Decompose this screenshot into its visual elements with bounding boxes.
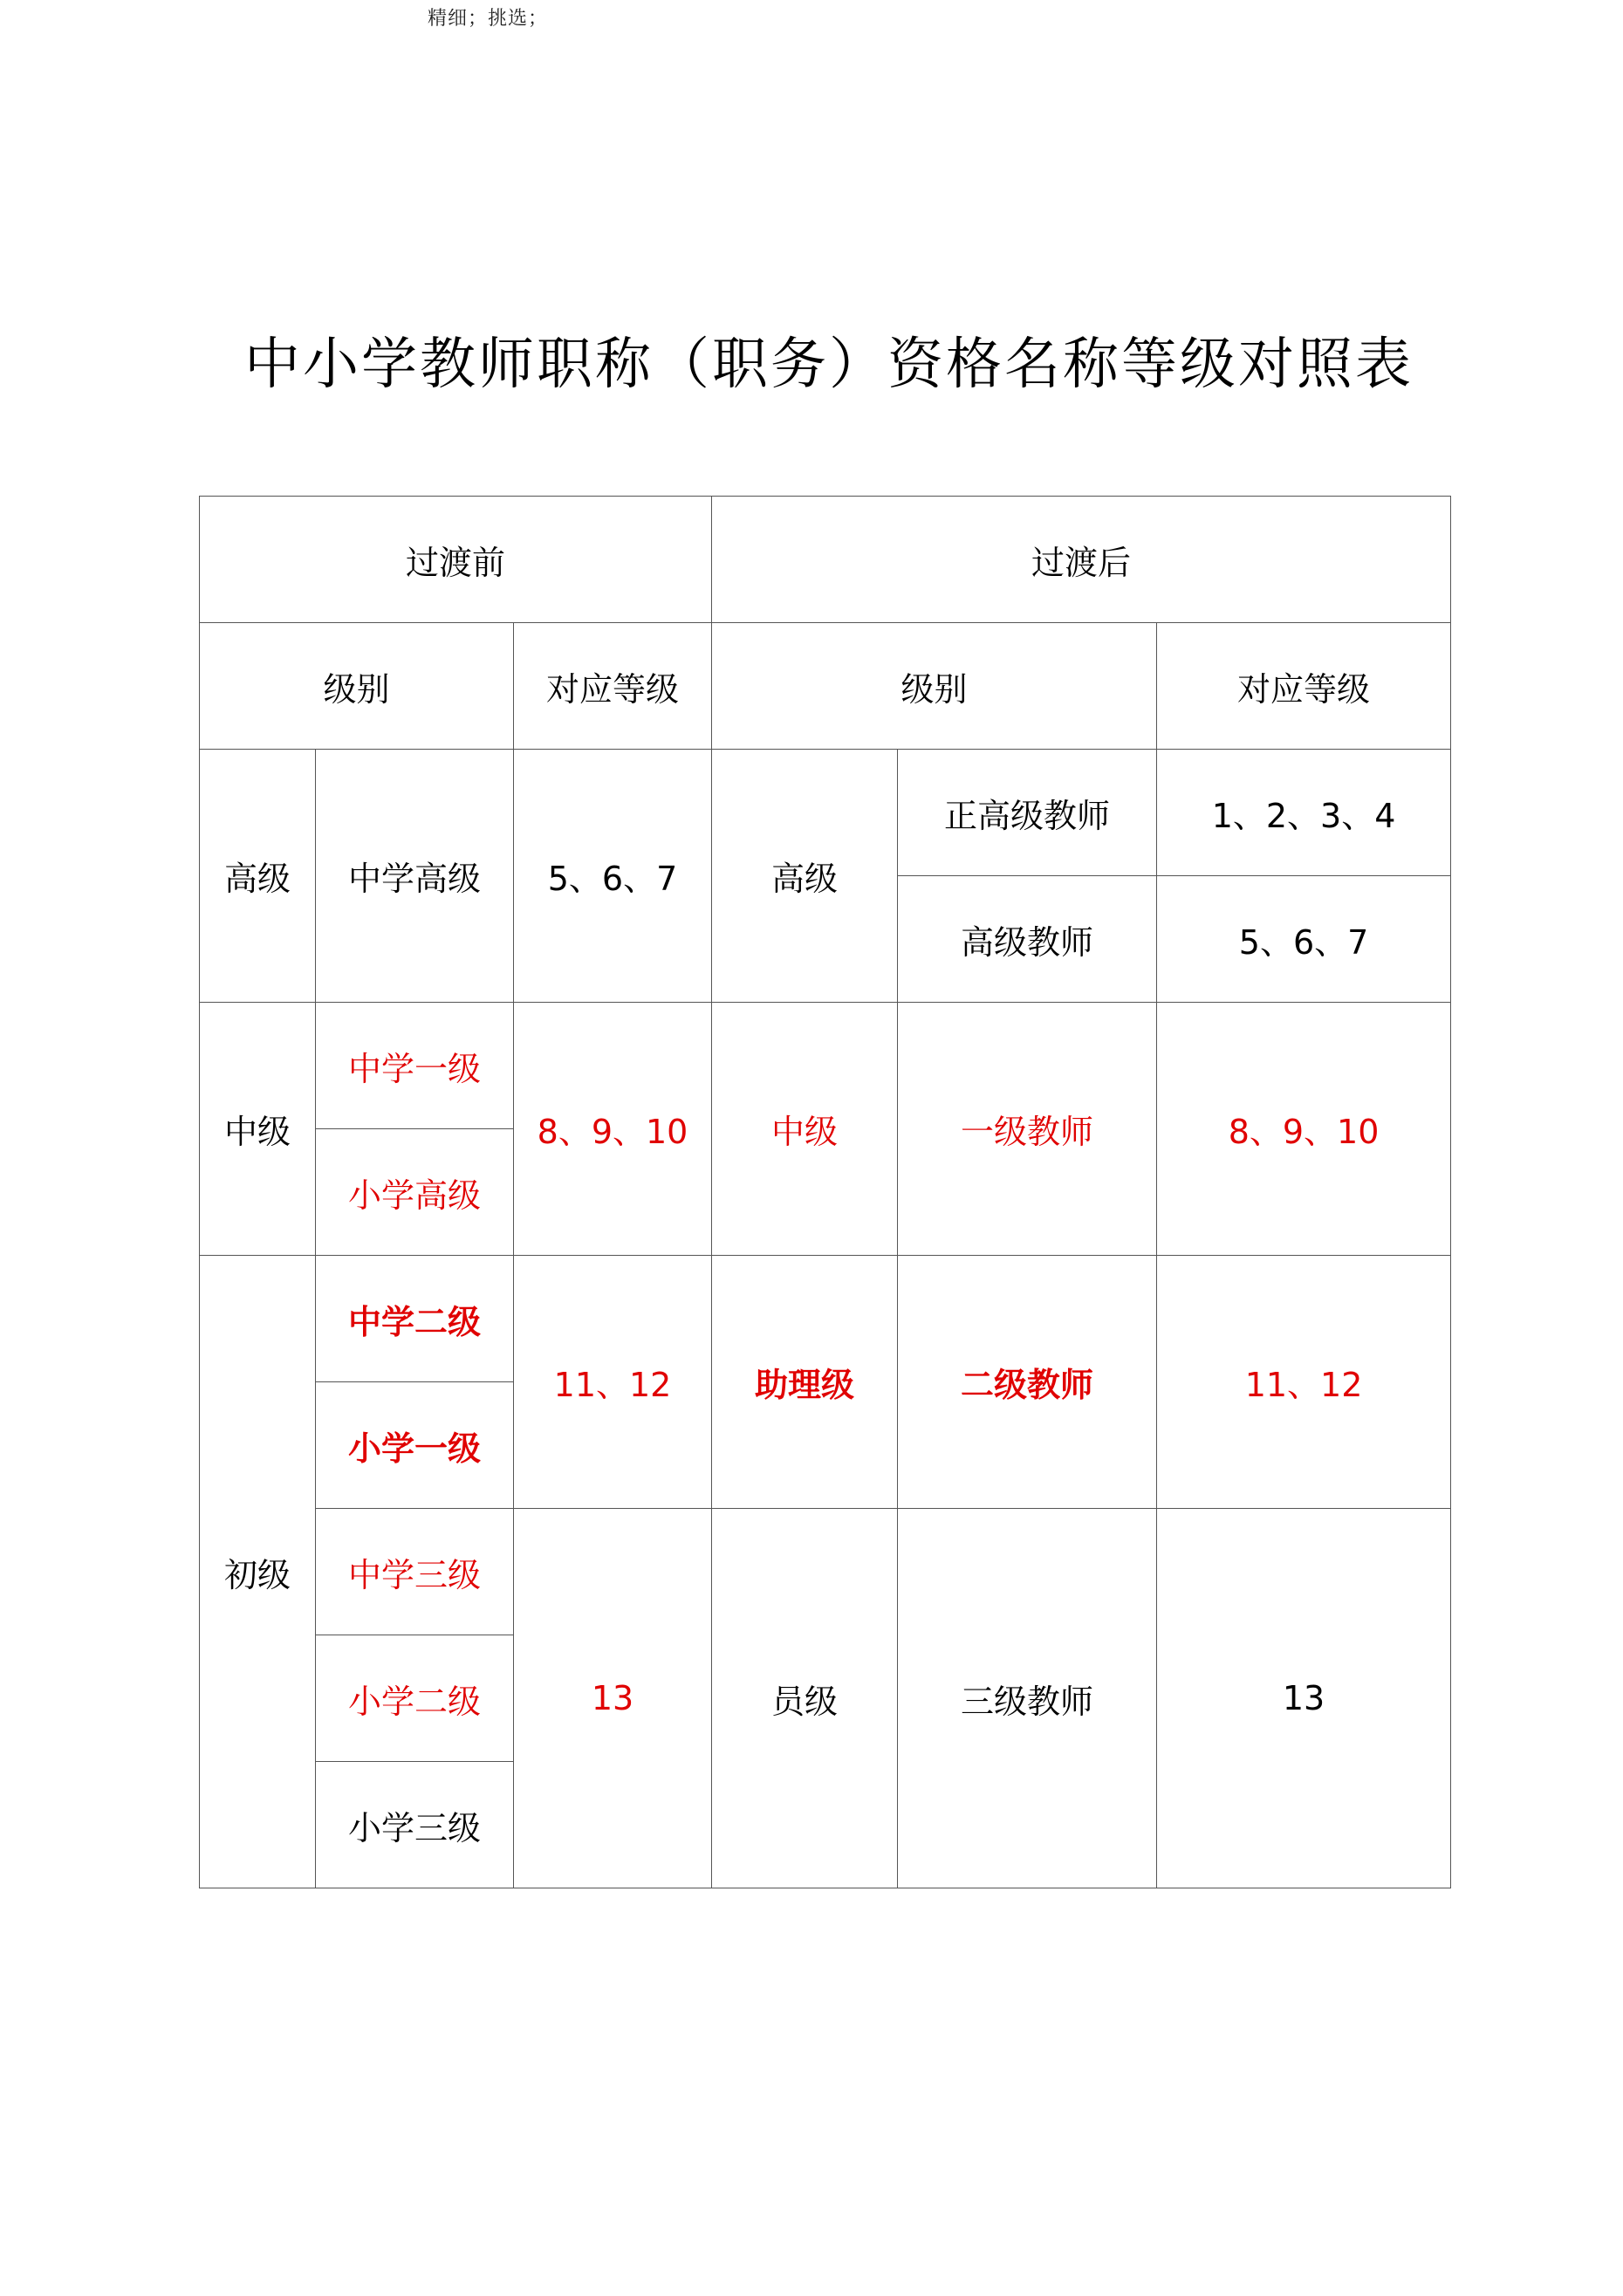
table-header-row (200, 497, 1451, 623)
senior-before-grade: 5、6、7 (514, 750, 712, 1003)
senior-after-grade-2: 5、6、7 (1157, 876, 1451, 1003)
senior-category: 高级 (200, 750, 316, 1003)
intermediate-before-title-1: 中学一级 (316, 1003, 514, 1129)
subheader-after-grade: 对应等级 (1157, 623, 1451, 750)
staff-after-title: 三级教师 (898, 1509, 1157, 1888)
staff-before-grade: 13 (514, 1509, 712, 1888)
header-note: 精细；挑选； (428, 8, 549, 30)
senior-after-grade-1: 1、2、3、4 (1157, 750, 1451, 876)
subheader-before-level: 级别 (200, 623, 514, 750)
assistant-before-grade: 11、12 (514, 1256, 712, 1509)
senior-before-title: 中学高级 (316, 750, 514, 1003)
staff-before-title-1: 中学三级 (316, 1509, 514, 1635)
staff-after-grade: 13 (1157, 1509, 1451, 1888)
intermediate-category: 中级 (200, 1003, 316, 1256)
senior-after-title-1: 正高级教师 (898, 750, 1157, 876)
table-row (200, 1003, 1451, 1129)
subheader-before-grade: 对应等级 (514, 623, 712, 750)
assistant-after-title: 二级教师 (898, 1256, 1157, 1509)
intermediate-after-grade: 8、9、10 (1157, 1003, 1451, 1256)
assistant-after-category: 助理级 (712, 1256, 898, 1509)
comparison-table (199, 496, 1451, 1888)
page-title: 中小学教师职称（职务）资格名称等级对照表 (244, 332, 1414, 397)
junior-category: 初级 (200, 1256, 316, 1888)
intermediate-before-grade: 8、9、10 (514, 1003, 712, 1256)
table-row (200, 1256, 1451, 1382)
assistant-before-title-1: 中学二级 (316, 1256, 514, 1382)
intermediate-after-title: 一级教师 (898, 1003, 1157, 1256)
subheader-after-level: 级别 (712, 623, 1157, 750)
staff-after-category: 员级 (712, 1509, 898, 1888)
staff-before-title-3: 小学三级 (316, 1762, 514, 1888)
senior-after-category: 高级 (712, 750, 898, 1003)
table-subheader-row (200, 623, 1451, 750)
senior-after-title-2: 高级教师 (898, 876, 1157, 1003)
staff-before-title-2: 小学二级 (316, 1635, 514, 1762)
table-row (200, 1509, 1451, 1635)
assistant-after-grade: 11、12 (1157, 1256, 1451, 1509)
header-before: 过渡前 (200, 497, 712, 623)
table-row (200, 750, 1451, 876)
assistant-before-title-2: 小学一级 (316, 1382, 514, 1509)
header-after: 过渡后 (712, 497, 1451, 623)
intermediate-after-category: 中级 (712, 1003, 898, 1256)
intermediate-before-title-2: 小学高级 (316, 1129, 514, 1256)
